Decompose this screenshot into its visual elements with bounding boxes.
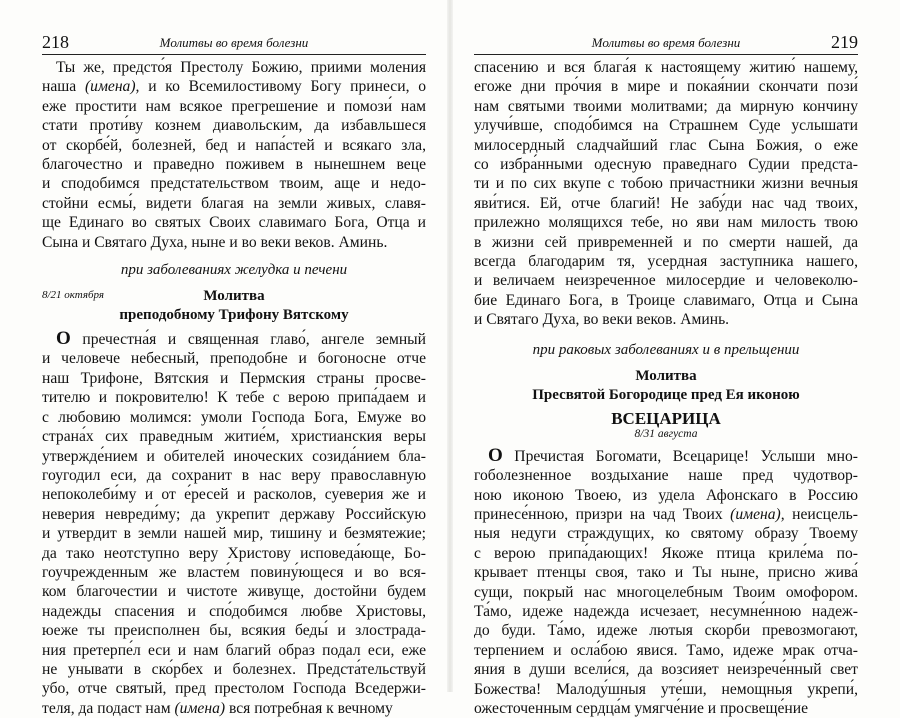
text-line [42, 155, 426, 174]
text-line [42, 174, 426, 193]
text-segment: Божества! Малоду́шныя уте́ши, немощныя укрепи́, [474, 680, 858, 698]
text-line [42, 679, 426, 698]
text-segment: крывает птенцы своя, тако и Ты ныне, присно жива́ [474, 564, 858, 582]
text-line [474, 544, 858, 563]
text-segment: Пречистая Богомати, Всецарице! Услыши мно- [502, 447, 858, 465]
text-segment: принесе́нною, призри на чад Твоих [474, 505, 731, 523]
text-segment: милосердный сладчайший глас Сына Божия, о еже [474, 136, 858, 154]
right-prayer-title-2: Пресвятой Богородице пред Ея иконою [532, 386, 800, 403]
left-body-text [42, 58, 426, 718]
text-line [42, 582, 426, 601]
text-line [474, 602, 858, 621]
text-line [474, 97, 858, 116]
text-segment: гоучрежденным же власте́м повину́ющеся и во вся- [42, 563, 426, 581]
left-prayer-title-block [42, 287, 426, 325]
text-line [42, 408, 426, 427]
text-segment: неверия невреди́му; да укрепит державу Российскую [42, 505, 426, 523]
right-prayer-title-1: Молитва [635, 367, 697, 384]
text-segment: ожесточенным сердца́м умягче́ние и просвеще́ние [474, 699, 809, 717]
text-line [474, 310, 858, 329]
text-segment: тителю и покровителю! К тебе с верою припа́даем и [42, 389, 426, 407]
text-line [42, 447, 426, 466]
text-line [474, 194, 858, 213]
text-line [42, 233, 426, 252]
text-line [474, 233, 858, 252]
text-segment: бие Единаго Бога, в Троице славимаго, Отца и Сына [474, 291, 858, 309]
text-line [474, 563, 858, 582]
text-segment: стати проти́ву кознем диавольским, да избавльшеся [42, 117, 426, 135]
drop-cap: О [56, 328, 71, 350]
text-segment: Сына и Святаго Духа, ныне и во веки веков. Аминь. [42, 233, 388, 251]
right-running-head [474, 30, 858, 55]
text-segment: с верою припа́дающих! Якоже птица криле́ма по- [474, 544, 858, 562]
text-segment: ныя недуги страждущих, ко святому образу Твоему [474, 525, 858, 543]
text-segment: и утвердит в земли нашей мир, тишину и безмятежие; [42, 525, 426, 543]
text-segment: надежды спасения и спо́добимся любве Христовы, [42, 602, 426, 620]
text-line [474, 136, 858, 155]
text-segment: яви́тися. Ей, отче благий! Не забу́ди нас чад твоих, [474, 194, 858, 212]
running-head-title-left: Молитвы во время болезни [159, 35, 309, 50]
text-line [474, 524, 858, 543]
text-line [474, 466, 858, 485]
text-segment: со избра́нными одесную праведнаго Судии предста- [474, 156, 858, 174]
text-line [474, 505, 858, 524]
right-prayer-paragraph [474, 446, 858, 718]
text-line [474, 699, 858, 718]
text-line [42, 77, 426, 96]
names-placeholder: (имена) [174, 699, 226, 717]
text-segment: Ты же, предсто́я Престолу Божию, приими моления [56, 59, 426, 76]
text-segment: еже простити нам всякое прегрешение и помози́ нам [42, 97, 426, 115]
text-segment: ще Единаго во святых Своих славимаго Бога, Отца и [42, 214, 426, 232]
text-line [42, 563, 426, 582]
left-prayer-paragraph [42, 329, 426, 718]
text-segment: и ко Всемилостивому Богу принеси, о [139, 78, 427, 96]
text-line [42, 329, 426, 349]
names-placeholder: (имена), [730, 505, 785, 523]
text-segment: ти и по сих вкупе с тобою причастники жизни вечныя [474, 175, 858, 193]
text-line [42, 388, 426, 407]
text-segment: прилежно молящихся тебе, но яви нам милость твою [474, 214, 858, 232]
right-page [474, 0, 858, 717]
text-line [42, 349, 426, 368]
text-segment: улучи́вше, сподо́бимся на Страшнем Суде услышати [474, 117, 858, 135]
text-segment: егоже дни про́чия в мире и покая́нии скончати пози́ [474, 78, 858, 96]
left-prayer-title-2: преподобному Трифону Вятскому [119, 307, 349, 324]
text-segment: спасению и вся блага́я к настоящему житию́ нашему, [474, 59, 858, 76]
text-line [474, 252, 858, 271]
page-number-left: 218 [42, 32, 69, 52]
text-segment: до буди. Та́мо, идеже лютыя скорби превозмогают, [474, 622, 858, 640]
text-segment: и Святаго Духа, во веки веков. Аминь. [474, 311, 730, 329]
text-segment: в жизни сей привременней и по смерти нашей, да [474, 233, 858, 251]
text-line [42, 505, 426, 524]
text-segment: ком благочестии и чистоте живуще, достойни будем [42, 583, 426, 601]
right-intro-paragraph [474, 58, 858, 330]
text-line [474, 155, 858, 174]
left-page [42, 0, 427, 717]
running-head-title-right: Молитвы во время болезни [591, 35, 741, 50]
text-segment: да тако неотступно веру Христову исповеда́юще, Бо- [42, 544, 426, 562]
text-line [474, 213, 858, 232]
text-segment: и человече небесный, преподобне и богоносне отче [42, 350, 426, 368]
text-line [474, 271, 858, 290]
text-line [42, 660, 426, 679]
text-segment: теля, да подаст нам [42, 699, 175, 717]
left-prayer-title-1: Молитва [203, 288, 265, 305]
text-segment: неисцель- [784, 505, 858, 523]
text-segment: убо, отче святый, пред престолом Господа Вседержи- [42, 680, 426, 698]
text-segment: нам святыми твоими молитвами; да мирную кончину [474, 97, 858, 115]
left-section-heading: при заболеваниях желудка и печени [120, 262, 348, 279]
text-line [42, 544, 426, 563]
text-line [474, 174, 858, 193]
text-line [474, 77, 858, 96]
text-segment: и величаем неизреченное милосердие и человеколю- [474, 272, 858, 290]
text-segment: стойни есмы́, видети благая на земли живых, славя- [42, 194, 426, 212]
text-segment: наша [42, 78, 85, 96]
text-line [474, 660, 858, 679]
text-line [474, 641, 858, 660]
text-line [474, 621, 858, 640]
text-segment: всегда благодарим тя, усердная заступника нашего, [474, 253, 858, 271]
text-segment: гоболезненное воздыхание наше пред чудотвор- [474, 467, 858, 485]
text-segment: Та́мо, идеже надежда исчезает, несумне́нною надеж- [474, 602, 858, 620]
text-line [474, 446, 858, 466]
text-segment: с любовию молимся: умоли Господа Бога, Емуже во [42, 408, 426, 426]
drop-cap: О [488, 444, 503, 466]
text-line [42, 485, 426, 504]
right-date-note: 8/31 августа [634, 427, 698, 440]
text-segment: вся потребная к вечному [225, 699, 393, 717]
text-segment: гоугодил еси, да сохранит в нас веру православную [42, 466, 426, 484]
text-segment: непоколеби́му и от е́ресей и расколов, суеверия же и [42, 486, 426, 504]
text-line [42, 369, 426, 388]
text-line [474, 58, 858, 77]
left-intro-paragraph [42, 58, 426, 252]
text-line [42, 524, 426, 543]
text-line [42, 116, 426, 135]
text-line [42, 621, 426, 640]
text-segment: от скорбе́й, болезней, бед и напа́стей и всякаго зла, [42, 136, 426, 154]
page-number-right: 219 [831, 32, 858, 52]
text-segment: страна́х сих праведным житие́м, христианския веры [42, 428, 426, 446]
text-segment: и сподобимся предстательством твоим, аще и недо- [42, 175, 426, 193]
right-prayer-title-3: ВСЕЦАРИЦА [611, 408, 721, 428]
text-line [474, 583, 858, 602]
text-line [42, 602, 426, 621]
text-segment: ния претерпе́л еси и нам благий образ подал еси, еже [42, 641, 426, 659]
text-segment: наш Трифоне, Вятския и Пермския страны просве- [42, 369, 426, 387]
text-segment: не унывати в ско́рбех и болезнех. Предста́тельствуй [42, 660, 426, 678]
text-segment: ною иконою Твоею, из удела Афонскаго в Россию [474, 486, 858, 504]
text-segment: терпением и осла́бою явися. Тамо, идеже мрак отча- [474, 641, 858, 659]
right-section-heading: при раковых заболеваниях и в прельщении [532, 341, 800, 358]
text-line [42, 213, 426, 232]
text-line [474, 116, 858, 135]
text-line [42, 466, 426, 485]
text-line [474, 291, 858, 310]
right-body-text [474, 58, 858, 718]
names-placeholder: (имена), [84, 78, 140, 96]
text-segment: сущи, покрый нас многоцелебным Твоим омофором. [474, 583, 858, 601]
text-line [42, 641, 426, 660]
left-date-note: 8/21 октября [42, 289, 104, 302]
text-line [42, 136, 426, 155]
text-line [42, 58, 426, 77]
text-line [474, 486, 858, 505]
text-line [42, 97, 426, 116]
book-gutter [447, 0, 453, 692]
text-segment: благочестно и праведно поживем в нынешнем веце [42, 156, 426, 174]
text-segment: утвержде́нием и обителей иноческих созида́нием бла- [42, 447, 426, 465]
text-line [42, 699, 426, 718]
text-line [42, 427, 426, 446]
text-line [474, 680, 858, 699]
left-running-head [42, 30, 426, 55]
text-line [42, 194, 426, 213]
text-segment: яния в души всели́ся, да возсияет неизрече́нный свет [474, 661, 858, 679]
text-segment: пречестна́я и священная главо́, ангеле земный [70, 331, 426, 349]
text-segment: юеже ты преисполнен бы, всякия беды́ и злострада- [42, 622, 426, 640]
